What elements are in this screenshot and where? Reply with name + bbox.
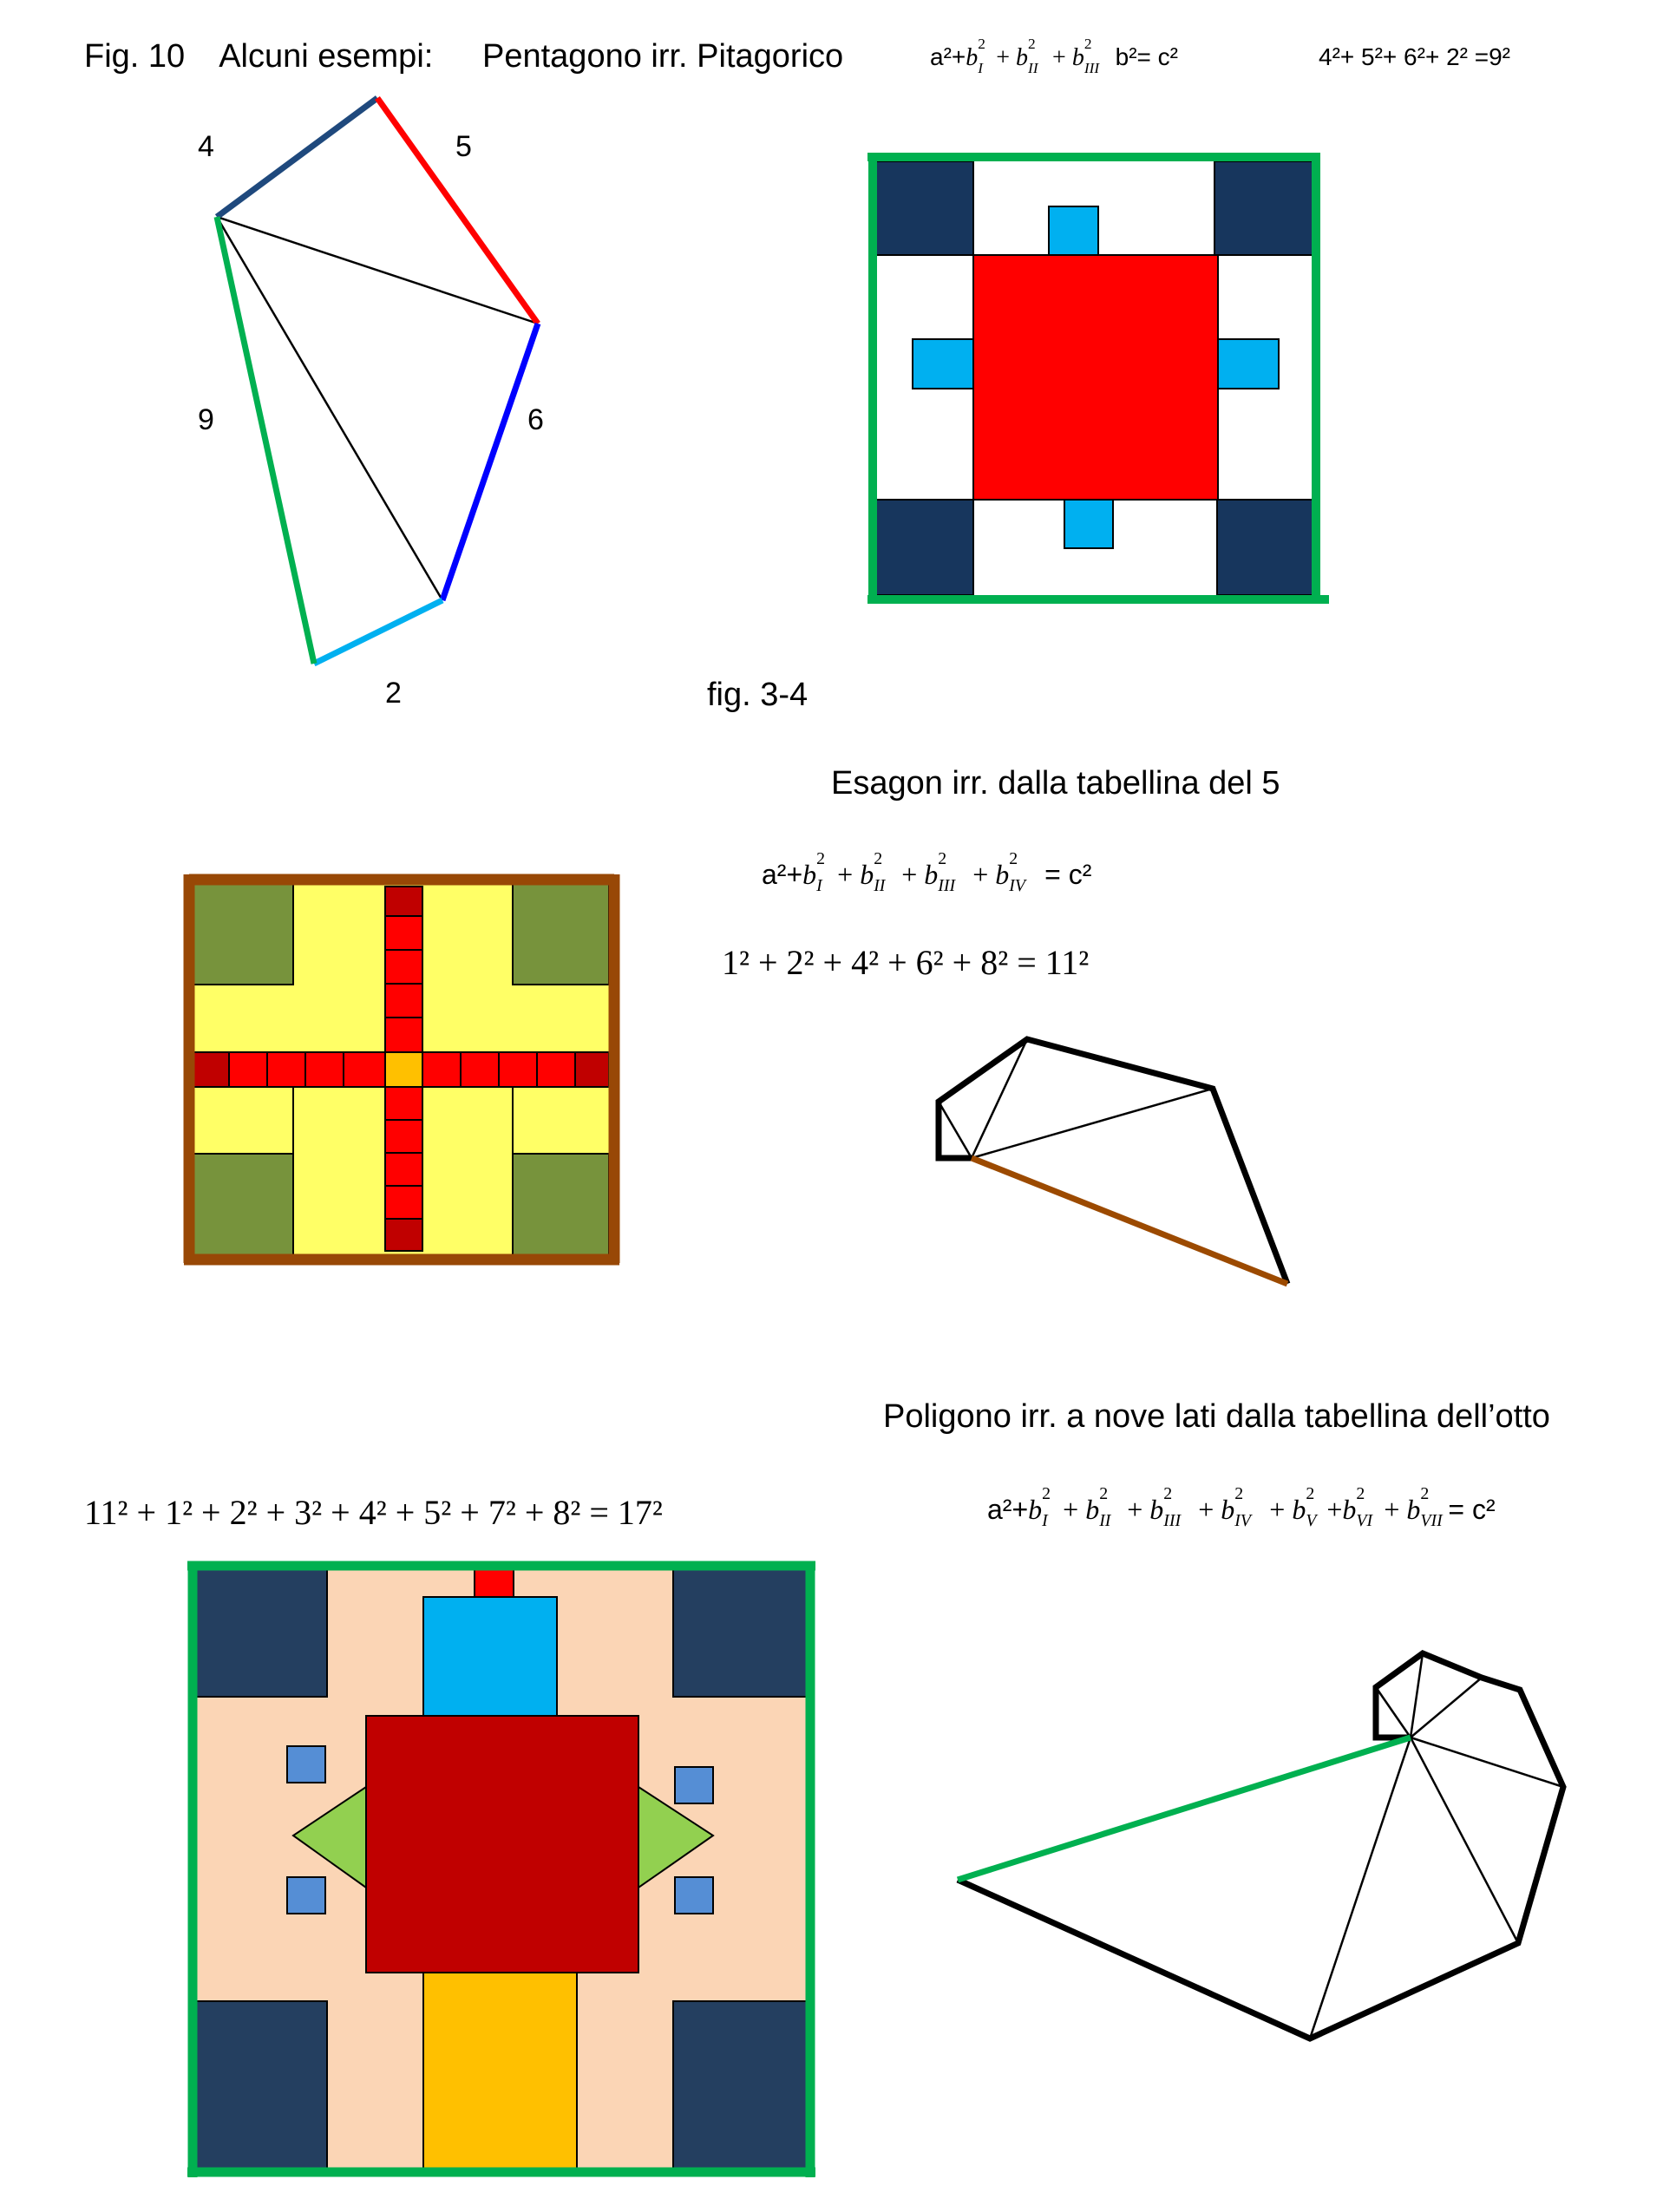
- pentagon-side-2: [314, 600, 442, 664]
- pentagon-title: Pentagono irr. Pitagorico: [482, 38, 844, 75]
- fig-3-4-caption: fig. 3-4: [707, 677, 809, 713]
- pentagon-label-5: 5: [455, 130, 472, 163]
- pentagon-general-formula: a²+b 2 I + b 2 II + b 2 III b²= c²: [930, 36, 1178, 76]
- navy-square-top-left: [193, 1568, 327, 1697]
- hexagon-diagonal-3: [972, 1089, 1213, 1158]
- hexagon-hypotenuse: [972, 1158, 1287, 1284]
- nonagon-title: Poligono irr. a nove lati dalla tabellina dell’otto: [883, 1398, 1550, 1435]
- corner-square-top-right: [1214, 161, 1315, 255]
- olive-square-bottom-right: [513, 1154, 609, 1258]
- pentagon-diagonal-1: [217, 217, 538, 324]
- corner-square-bottom-left: [873, 500, 973, 595]
- pentagon-diagonal-2: [217, 217, 442, 600]
- blue-square-upper-left: [287, 1746, 325, 1783]
- corner-square-top-left: [873, 161, 973, 255]
- gold-rect-bottom: [423, 1973, 577, 2170]
- pentagon-label-2: 2: [385, 677, 402, 710]
- small-cyan-top: [1049, 206, 1098, 255]
- hexagon-diagram: [939, 1039, 1287, 1284]
- blue-square-upper-right: [675, 1767, 713, 1803]
- pentagon-example: 4²+ 5²+ 6²+ 2² =9²: [1319, 43, 1511, 70]
- cross-center-gold: [385, 1052, 422, 1087]
- olive-square-top-right: [513, 878, 609, 985]
- navy-square-top-right: [673, 1568, 807, 1697]
- pentagon-side-4: [217, 98, 377, 217]
- navy-square-bottom-right: [673, 2001, 807, 2169]
- pentagon-side-6: [442, 324, 538, 600]
- pentagon-diagram: [217, 98, 538, 664]
- blue-square-lower-left: [287, 1877, 325, 1914]
- pentagon-label-4: 4: [198, 130, 214, 163]
- nonagon-sides: [958, 1653, 1563, 2039]
- small-cyan-bottom: [1064, 500, 1113, 548]
- pattern-3-4: [867, 153, 1329, 604]
- center-red-square: [973, 255, 1218, 500]
- pentagon-side-5: [377, 98, 538, 324]
- nonagon-general-formula: a²+b 2 I + b 2 II + b 2 III + b 2 IV + b 2 V +b 2 VI + b 2 VII = c²: [987, 1484, 1496, 1531]
- small-red-top: [475, 1568, 514, 1597]
- dark-red-center-square: [366, 1716, 638, 1973]
- hexagon-sides: [939, 1039, 1287, 1284]
- hexagon-general-formula: a²+b 2 I + b 2 II + b 2 III + b 2 IV = c²: [762, 849, 1092, 896]
- small-cyan-right: [1218, 339, 1279, 389]
- pattern-cross: [184, 874, 619, 1263]
- corner-square-bottom-right: [1217, 500, 1315, 595]
- hexagon-equation: 1² + 2² + 4² + 6² + 8² = 11²: [722, 943, 1090, 982]
- blue-square-lower-right: [675, 1877, 713, 1914]
- pattern-nonagon: [187, 1561, 815, 2177]
- nonagon-hypotenuse: [958, 1738, 1411, 1880]
- small-cyan-left: [913, 339, 973, 389]
- navy-square-bottom-left: [193, 2001, 327, 2169]
- hexagon-diagonal-1: [939, 1102, 972, 1158]
- pentagon-label-6: 6: [527, 403, 544, 436]
- cyan-rect-top: [423, 1597, 557, 1716]
- pentagon-label-9: 9: [198, 403, 214, 436]
- nonagon-equation: 11² + 1² + 2² + 3² + 4² + 5² + 7² + 8² = 17²: [84, 1493, 663, 1532]
- olive-square-bottom-left: [193, 1154, 293, 1258]
- intro-text: Alcuni esempi:: [219, 38, 434, 75]
- hexagon-title: Esagon irr. dalla tabellina del 5: [831, 765, 1280, 802]
- nonagon-diagram: [958, 1653, 1563, 2039]
- olive-square-top-left: [193, 878, 293, 985]
- fig-number: Fig. 10: [84, 38, 186, 75]
- pentagon-side-9: [217, 217, 314, 664]
